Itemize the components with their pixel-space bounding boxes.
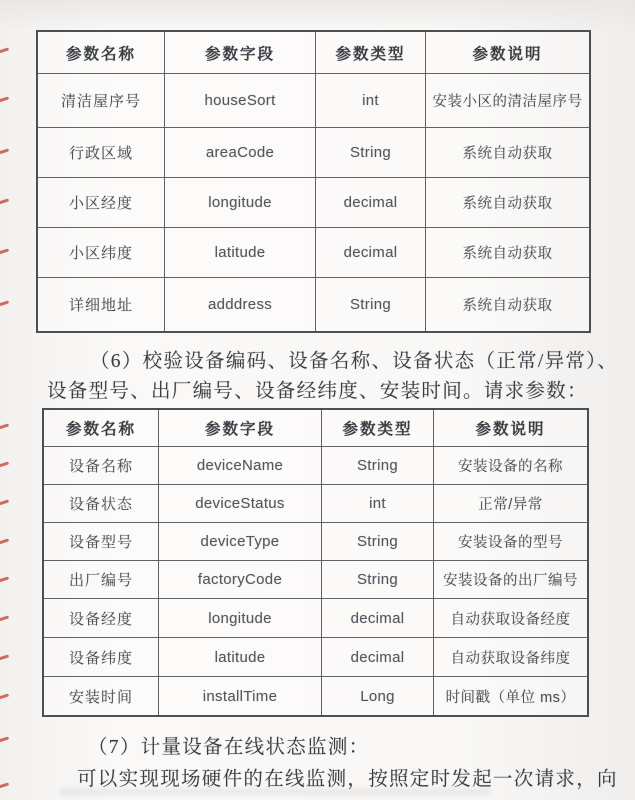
table-cell: 设备名称 [44,447,159,484]
table-row [38,128,589,178]
table-cell: int [316,74,426,127]
red-check-mark-icon [0,615,9,622]
red-check-mark-icon [0,47,9,54]
table-cell: decimal [322,599,434,637]
table-cell: String [316,278,426,331]
red-check-mark-icon [0,198,9,205]
table-cell: String [316,128,426,177]
header-cell: 参数说明 [472,45,543,63]
header-cell: 参数名称 [44,410,159,446]
table-cell: deviceType [159,523,322,560]
ink-smudge [60,788,490,796]
table-cell: 安装设备的出厂编号 [443,573,578,589]
table-cell: adddress [165,278,316,331]
table-cell: installTime [159,677,322,715]
table-row [38,178,589,228]
header-cell: 参数类型 [322,410,434,446]
table-cell: 设备状态 [44,485,159,522]
table-row [44,561,587,599]
table-cell: Long [322,677,434,715]
table-cell: String [322,523,434,560]
table-cell: 出厂编号 [44,561,159,598]
table-cell: deviceName [159,447,322,484]
parameter-table-community [36,30,591,333]
table-cell: 正常/异常 [478,497,543,513]
red-check-mark-icon [0,499,9,506]
header-cell: 参数字段 [165,32,316,73]
paragraph-6-line-1: （6）校验设备编码、设备名称、设备状态（正常/异常）、 [90,351,619,372]
table-header-row [38,32,589,74]
red-check-mark-icon [0,654,9,661]
red-check-mark-icon [0,782,9,789]
header-cell: 参数类型 [316,32,426,73]
table-cell: longitude [159,599,322,637]
table-cell: 系统自动获取 [462,146,553,162]
table-cell: 安装设备的名称 [458,459,563,475]
table-cell: 系统自动获取 [462,246,553,262]
table-row [44,447,587,485]
table-cell: 时间戳（单位 ms） [445,689,576,706]
table-cell: 设备纬度 [44,638,159,676]
table-cell: 设备型号 [44,523,159,560]
table-cell: decimal [316,178,426,227]
table-cell: 系统自动获取 [462,196,553,212]
red-check-mark-icon [0,576,9,583]
table-row [44,677,587,715]
table-row [44,638,587,677]
red-check-mark-icon [0,423,9,430]
table-row [38,278,589,331]
table-cell: latitude [165,228,316,277]
red-check-mark-icon [0,96,9,103]
table-cell: areaCode [165,128,316,177]
table-cell: 安装时间 [44,677,159,715]
header-cell: 参数名称 [38,32,165,73]
header-cell: 参数字段 [159,410,322,446]
red-check-mark-icon [0,248,9,255]
table-cell: decimal [316,228,426,277]
table-cell: 系统自动获取 [462,298,553,314]
header-cell: 参数说明 [475,421,546,438]
table-row [44,523,587,561]
table-cell: String [322,447,434,484]
table-cell: 自动获取设备纬度 [450,650,571,667]
red-check-mark-icon [0,148,9,155]
table-cell: 小区纬度 [38,228,165,277]
parameter-table-device [42,408,589,717]
table-row [44,599,587,638]
red-check-mark-icon [0,461,9,468]
table-cell: String [322,561,434,598]
paragraph-6-line-2: 设备型号、出厂编号、设备经纬度、安装时间。请求参数： [47,381,588,402]
red-check-mark-icon [0,300,9,307]
red-check-mark-icon [0,693,9,700]
table-cell: houseSort [165,74,316,127]
table-cell: latitude [159,638,322,676]
table-cell: 安装设备的型号 [458,535,563,551]
red-check-mark-icon [0,736,9,743]
table-cell: 设备经度 [44,599,159,637]
table-row [44,485,587,523]
red-check-mark-icon [0,538,9,545]
table-cell: deviceStatus [159,485,322,522]
paragraph-7-line-1: （7）计量设备在线状态监测： [88,737,370,758]
table-cell: 小区经度 [38,178,165,227]
table-row [38,74,589,128]
table-cell: decimal [322,638,434,676]
table-cell: longitude [165,178,316,227]
table-cell: int [322,485,434,522]
table-cell: 自动获取设备经度 [450,611,571,628]
table-cell: 安装小区的清洁屋序号 [432,94,583,110]
table-cell: factoryCode [159,561,322,598]
table-cell: 清洁屋序号 [38,74,165,127]
paragraph-7-line-2: 可以实现现场硬件的在线监测，按照定时发起一次请求，向 [77,769,618,790]
table-cell: 详细地址 [38,278,165,331]
table-row [38,228,589,278]
table-header-row [44,410,587,447]
table-cell: 行政区域 [38,128,165,177]
